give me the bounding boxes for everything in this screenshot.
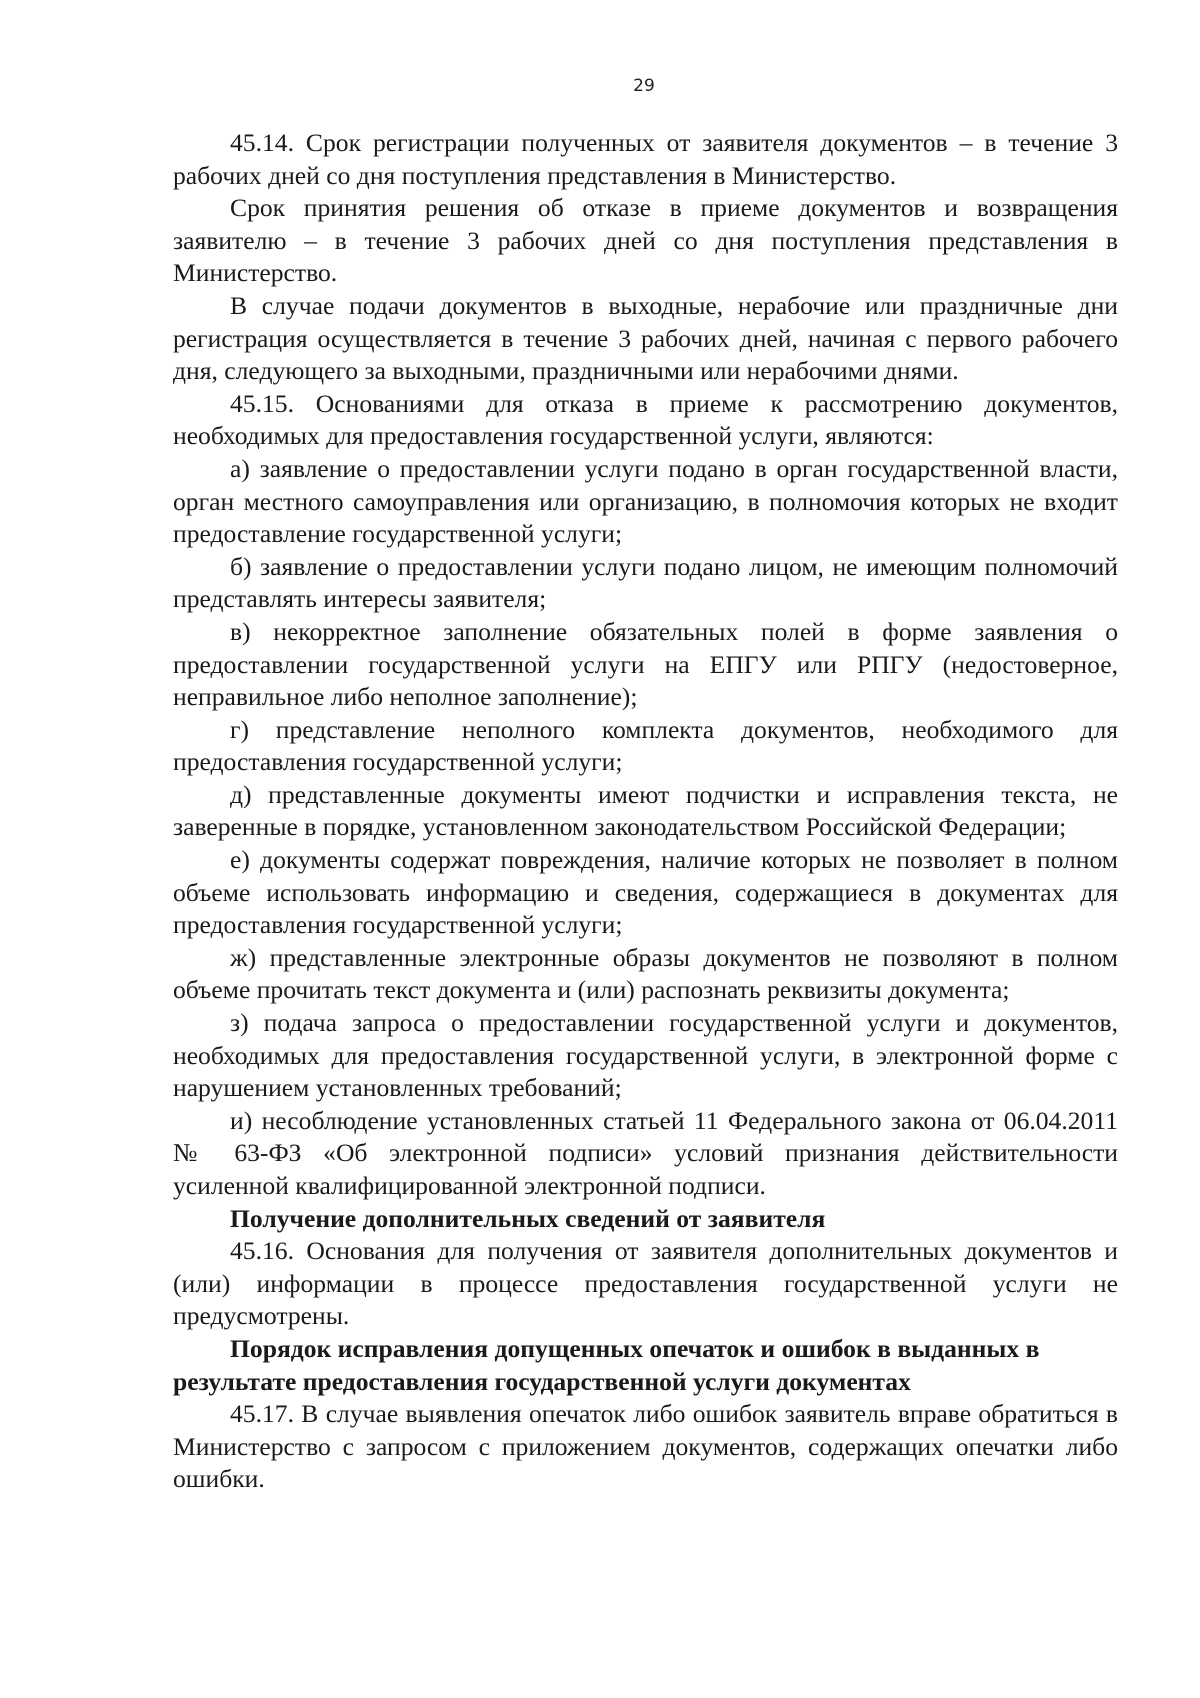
paragraph-45-15: 45.15. Основаниями для отказа в приеме к рассмотрению документов, необходимых для предоставления государственной услуги, являются: — [173, 388, 1118, 451]
section-heading-additional-info: Получение дополнительных сведений от заявителя — [230, 1203, 826, 1233]
list-item-z: з) подача запроса о предоставлении государственной услуги и документов, необходимых для предоставления государственной услуги, в электронной форме с нарушением установленных требований; — [173, 1008, 1118, 1103]
paragraph-45-17: 45.17. В случае выявления опечаток либо ошибок заявитель вправе обратиться в Министерство с запросом с приложением документов, содержащих опечатки либо ошибки. — [173, 1399, 1118, 1494]
list-item-a: а) заявление о предоставлении услуги подано в орган государственной власти, орган местного самоуправления или организацию, в полномочия которых не входит предоставление государственной услуги; — [173, 453, 1118, 549]
paragraph-holiday-registration: В случае подачи документов в выходные, нерабочие или праздничные дни регистрация осуществляется в течение 3 рабочих дней, начиная с первого рабочего дня, следующего за выходными, праздничными или нерабочими днями. — [173, 290, 1118, 386]
section-heading-error-correction: Порядок исправления допущенных опечаток и ошибок в выданных в результате предоставления государственной услуги документах — [173, 1333, 1040, 1396]
paragraph-45-16: 45.16. Основания для получения от заявителя дополнительных документов и (или) информации в процессе предоставления государственной услуги не предусмотрены. — [173, 1236, 1118, 1331]
paragraph-45-14: 45.14. Срок регистрации полученных от заявителя документов – в течение 3 рабочих дней со дня поступления представления в Министерство. — [173, 128, 1118, 190]
list-item-v: в) некорректное заполнение обязательных полей в форме заявления о предоставлении государственной услуги на ЕПГУ или РПГУ (недостоверное, неправильное либо неполное заполнение); — [173, 616, 1118, 712]
list-item-e: е) документы содержат повреждения, наличие которых не позволяет в полном объеме использовать информацию и сведения, содержащиеся в документах для предоставления государственной услуги; — [173, 845, 1118, 940]
list-item-i: и) несоблюдение установленных статьей 11 Федерального закона от 06.04.2011 № 63-ФЗ «Об электронной подписи» условий признания действительности усиленной квалифицированной электронной подписи. — [173, 1105, 1118, 1200]
list-item-g: г) представление неполного комплекта документов, необходимого для предоставления государственной услуги; — [173, 714, 1118, 777]
list-item-b: б) заявление о предоставлении услуги подано лицом, не имеющим полномочий представлять интересы заявителя; — [173, 551, 1118, 614]
paragraph-refusal-deadline: Срок принятия решения об отказе в приеме документов и возвращения заявителю – в течение 3 рабочих дней со дня поступления представления в Министерство. — [173, 193, 1118, 288]
page-number: 29 — [633, 76, 655, 96]
list-item-d: д) представленные документы имеют подчистки и исправления текста, не заверенные в порядке, установленном законодательством Российской Федерации; — [173, 779, 1118, 842]
list-item-zh: ж) представленные электронные образы документов не позволяют в полном объеме прочитать текст документа и (или) распознать реквизиты документа; — [173, 942, 1118, 1005]
document-body — [173, 127, 1118, 1496]
